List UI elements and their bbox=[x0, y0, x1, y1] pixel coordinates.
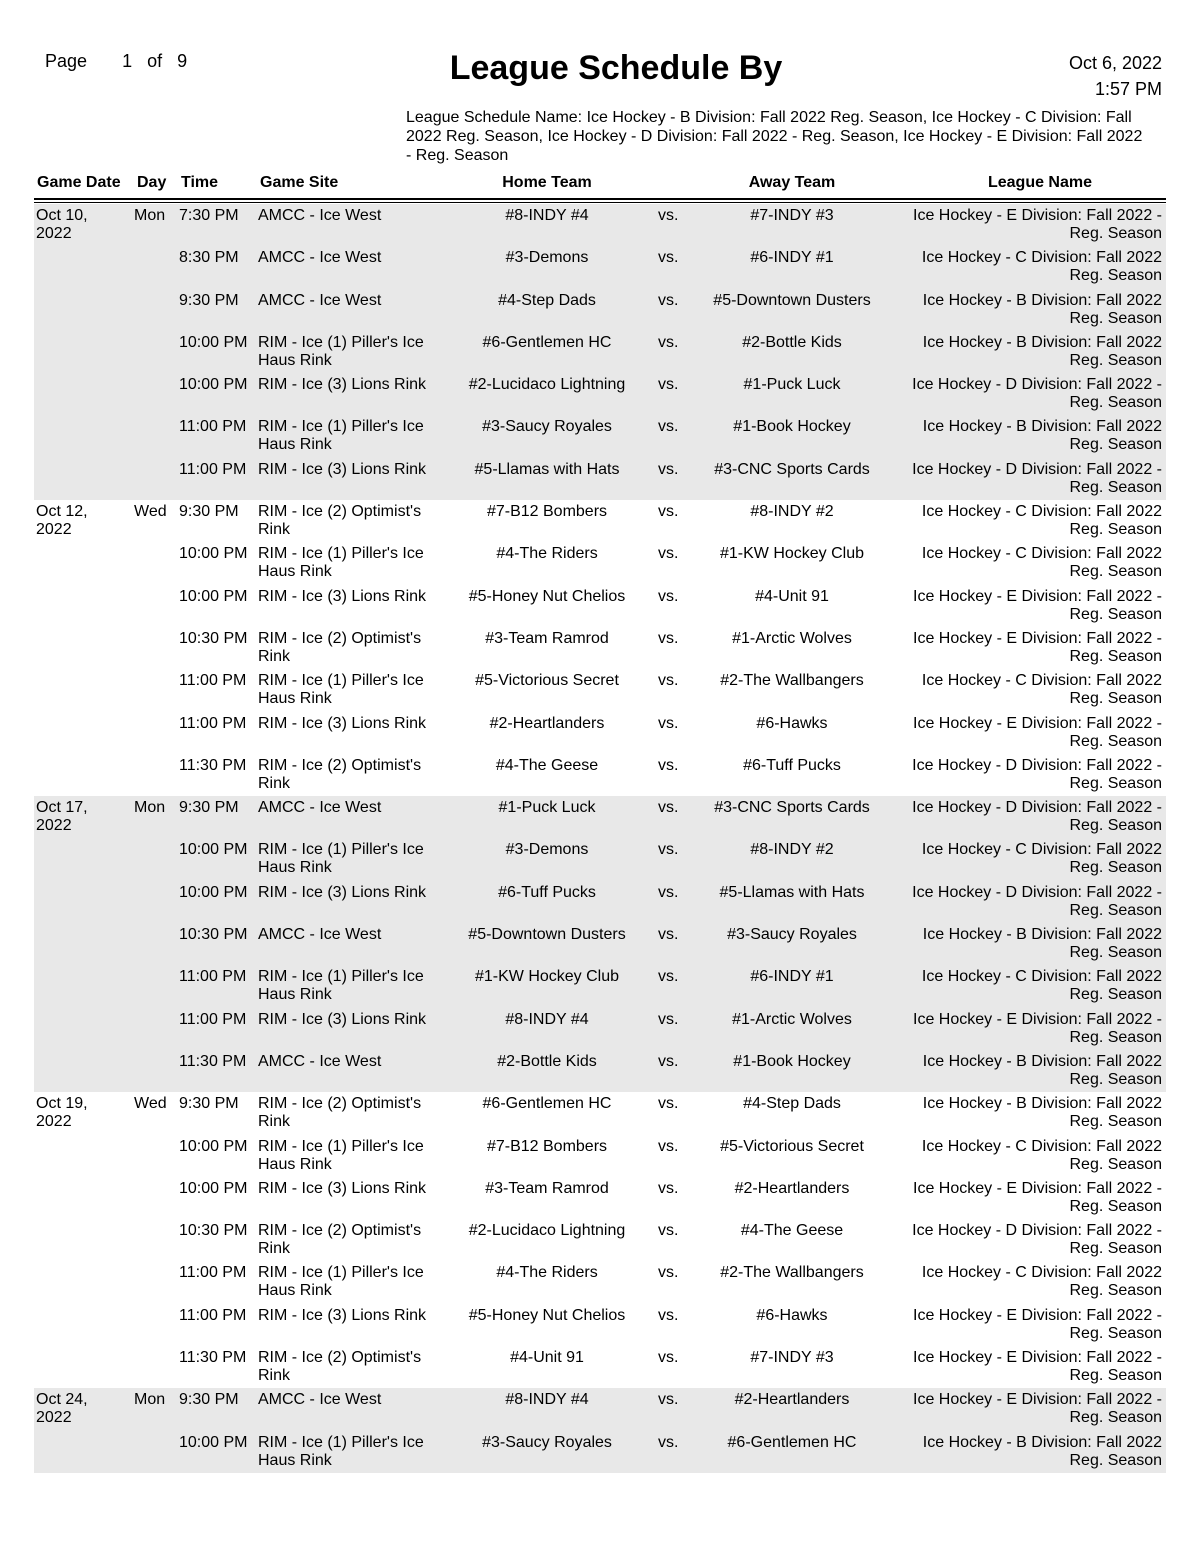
away-team: #6-INDY #1 bbox=[750, 968, 834, 986]
col-away-team: Away Team bbox=[748, 174, 836, 191]
away-team: #4-Step Dads bbox=[743, 1095, 841, 1113]
versus-label: vs. bbox=[658, 1052, 679, 1070]
away-team: #6-Tuff Pucks bbox=[743, 756, 841, 774]
game-site: RIM - Ice (1) Piller's Ice Haus Rink bbox=[258, 841, 424, 877]
table-row bbox=[34, 1388, 1166, 1430]
home-team: #4-The Riders bbox=[496, 1264, 598, 1282]
table-row bbox=[34, 289, 1166, 331]
versus-label: vs. bbox=[658, 545, 679, 563]
home-team: #1-Puck Luck bbox=[498, 799, 596, 817]
home-team: #3-Demons bbox=[505, 249, 589, 267]
game-time: 11:00 PM bbox=[179, 1264, 247, 1282]
game-time: 10:00 PM bbox=[179, 841, 248, 859]
away-team: #1-Arctic Wolves bbox=[732, 629, 852, 647]
game-site: RIM - Ice (1) Piller's Ice Haus Rink bbox=[258, 1433, 424, 1469]
away-team: #8-INDY #2 bbox=[750, 503, 834, 521]
away-team: #4-Unit 91 bbox=[755, 587, 829, 605]
game-site: RIM - Ice (1) Piller's Ice Haus Rink bbox=[258, 1264, 424, 1300]
versus-label: vs. bbox=[658, 672, 679, 690]
table-row bbox=[34, 1135, 1166, 1177]
table-row bbox=[34, 204, 1166, 246]
home-team: #2-Bottle Kids bbox=[497, 1052, 597, 1070]
table-row bbox=[34, 838, 1166, 880]
versus-label: vs. bbox=[658, 756, 679, 774]
game-site: AMCC - Ice West bbox=[258, 291, 382, 309]
table-row bbox=[34, 500, 1166, 542]
home-team: #3-Saucy Royales bbox=[482, 418, 612, 436]
table-row bbox=[34, 542, 1166, 584]
away-team: #1-KW Hockey Club bbox=[719, 545, 865, 563]
game-site: RIM - Ice (1) Piller's Ice Haus Rink bbox=[258, 968, 424, 1004]
away-team: #1-Book Hockey bbox=[733, 1052, 851, 1070]
game-time: 10:00 PM bbox=[179, 1179, 248, 1197]
page-number: 1 bbox=[122, 51, 133, 71]
versus-label: vs. bbox=[658, 207, 679, 224]
game-site: RIM - Ice (3) Lions Rink bbox=[258, 1306, 427, 1324]
page-word: Page bbox=[45, 51, 88, 71]
column-headers bbox=[0, 174, 1200, 196]
home-team: #2-Lucidaco Lightning bbox=[468, 1222, 626, 1240]
league-name: Ice Hockey - E Division: Fall 2022 - Reg. Season bbox=[913, 714, 1162, 750]
league-name: Ice Hockey - C Division: Fall 2022 Reg. Season bbox=[921, 672, 1162, 708]
game-site: RIM - Ice (1) Piller's Ice Haus Rink bbox=[258, 333, 424, 369]
versus-label: vs. bbox=[658, 1306, 679, 1324]
league-name: Ice Hockey - B Division: Fall 2022 Reg. Season bbox=[922, 333, 1162, 369]
league-name: Ice Hockey - E Division: Fall 2022 - Reg. Season bbox=[913, 1391, 1162, 1427]
game-site: AMCC - Ice West bbox=[258, 1052, 382, 1070]
table-row bbox=[34, 754, 1166, 796]
home-team: #7-B12 Bombers bbox=[486, 503, 608, 521]
league-name: Ice Hockey - C Division: Fall 2022 Reg. Season bbox=[921, 249, 1162, 285]
game-time: 11:00 PM bbox=[179, 1306, 247, 1324]
header-rule-thick bbox=[34, 198, 1166, 200]
game-time: 10:00 PM bbox=[179, 587, 248, 605]
versus-label: vs. bbox=[658, 1349, 679, 1367]
home-team: #5-Honey Nut Chelios bbox=[468, 587, 626, 605]
table-row bbox=[34, 458, 1166, 500]
home-team: #3-Saucy Royales bbox=[482, 1433, 612, 1451]
game-time: 11:00 PM bbox=[179, 460, 247, 478]
game-date: Oct 10, 2022 bbox=[36, 207, 88, 242]
game-site: RIM - Ice (1) Piller's Ice Haus Rink bbox=[258, 418, 424, 454]
game-day: Wed bbox=[134, 503, 167, 521]
versus-label: vs. bbox=[658, 799, 679, 817]
versus-label: vs. bbox=[658, 1179, 679, 1197]
home-team: #5-Llamas with Hats bbox=[474, 460, 620, 478]
date-group bbox=[34, 796, 1166, 1092]
home-team: #7-B12 Bombers bbox=[486, 1137, 608, 1155]
col-time: Time bbox=[181, 174, 219, 191]
away-team: #1-Book Hockey bbox=[733, 418, 851, 436]
league-name: Ice Hockey - E Division: Fall 2022 - Reg. Season bbox=[913, 587, 1162, 623]
league-name: Ice Hockey - B Division: Fall 2022 Reg. Season bbox=[922, 1433, 1162, 1469]
league-name: Ice Hockey - B Division: Fall 2022 Reg. Season bbox=[922, 926, 1162, 962]
versus-label: vs. bbox=[658, 333, 679, 351]
league-name: Ice Hockey - C Division: Fall 2022 Reg. Season bbox=[921, 1137, 1162, 1173]
away-team: #3-CNC Sports Cards bbox=[714, 460, 870, 478]
away-team: #6-Hawks bbox=[756, 1306, 828, 1324]
versus-label: vs. bbox=[658, 460, 679, 478]
game-site: RIM - Ice (2) Optimist's Rink bbox=[258, 1095, 422, 1131]
table-row bbox=[34, 373, 1166, 415]
game-site: RIM - Ice (3) Lions Rink bbox=[258, 1179, 427, 1197]
game-site: RIM - Ice (2) Optimist's Rink bbox=[258, 756, 422, 792]
away-team: #7-INDY #3 bbox=[750, 207, 834, 224]
away-team: #1-Puck Luck bbox=[743, 376, 841, 394]
home-team: #2-Lucidaco Lightning bbox=[468, 376, 626, 394]
col-home-team: Home Team bbox=[502, 174, 592, 191]
league-name: Ice Hockey - D Division: Fall 2022 - Reg. Season bbox=[912, 883, 1162, 919]
league-name: Ice Hockey - C Division: Fall 2022 Reg. Season bbox=[921, 545, 1162, 581]
game-time: 11:00 PM bbox=[179, 672, 247, 690]
game-site: RIM - Ice (2) Optimist's Rink bbox=[258, 629, 422, 665]
league-name: Ice Hockey - B Division: Fall 2022 Reg. Season bbox=[922, 418, 1162, 454]
game-time: 10:30 PM bbox=[179, 926, 248, 944]
home-team: #4-Unit 91 bbox=[510, 1349, 584, 1367]
col-day: Day bbox=[137, 174, 167, 191]
table-row bbox=[34, 1219, 1166, 1261]
game-site: RIM - Ice (3) Lions Rink bbox=[258, 714, 427, 732]
league-name: Ice Hockey - D Division: Fall 2022 - Reg. Season bbox=[912, 756, 1162, 792]
away-team: #6-Gentlemen HC bbox=[727, 1433, 857, 1451]
game-time: 9:30 PM bbox=[179, 503, 239, 521]
league-name: Ice Hockey - D Division: Fall 2022 - Reg. Season bbox=[912, 376, 1162, 412]
game-time: 10:30 PM bbox=[179, 629, 248, 647]
league-name: Ice Hockey - B Division: Fall 2022 Reg. Season bbox=[922, 1052, 1162, 1088]
home-team: #5-Honey Nut Chelios bbox=[468, 1306, 626, 1324]
schedule-name: League Schedule Name: Ice Hockey - B Division: Fall 2022 Reg. Season, Ice Hockey - C Division: Fall 2022 Reg. Season, Ice Hockey - D Division: Fall 2022 - Reg. Season, Ice Hockey - E Division: Fall 2022 - Reg. Season bbox=[406, 109, 1143, 164]
game-site: RIM - Ice (3) Lions Rink bbox=[258, 376, 427, 394]
table-row bbox=[34, 1304, 1166, 1346]
away-team: #5-Victorious Secret bbox=[720, 1137, 864, 1155]
league-name: Ice Hockey - B Division: Fall 2022 Reg. Season bbox=[922, 1095, 1162, 1131]
home-team: #2-Heartlanders bbox=[489, 714, 605, 732]
home-team: #3-Team Ramrod bbox=[485, 629, 609, 647]
game-site: RIM - Ice (2) Optimist's Rink bbox=[258, 1349, 422, 1385]
away-team: #8-INDY #2 bbox=[750, 841, 834, 859]
report-time: 1:57 PM bbox=[1094, 79, 1162, 99]
versus-label: vs. bbox=[658, 926, 679, 944]
away-team: #3-Saucy Royales bbox=[727, 926, 857, 944]
game-site: AMCC - Ice West bbox=[258, 1391, 382, 1409]
game-time: 11:30 PM bbox=[179, 1349, 247, 1367]
game-site: AMCC - Ice West bbox=[258, 799, 382, 817]
home-team: #4-The Geese bbox=[495, 756, 599, 774]
home-team: #3-Demons bbox=[505, 841, 589, 859]
game-site: AMCC - Ice West bbox=[258, 207, 382, 224]
away-team: #5-Downtown Dusters bbox=[713, 291, 871, 309]
versus-label: vs. bbox=[658, 1264, 679, 1282]
game-time: 11:00 PM bbox=[179, 968, 247, 986]
game-time: 8:30 PM bbox=[179, 249, 239, 267]
game-date: Oct 24, 2022 bbox=[36, 1391, 88, 1427]
table-row bbox=[34, 923, 1166, 965]
game-time: 11:00 PM bbox=[179, 418, 247, 436]
table-row bbox=[34, 415, 1166, 457]
league-name: Ice Hockey - E Division: Fall 2022 - Reg. Season bbox=[913, 1010, 1162, 1046]
home-team: #6-Gentlemen HC bbox=[482, 333, 612, 351]
game-time: 11:00 PM bbox=[179, 1010, 247, 1028]
schedule-table bbox=[34, 204, 1166, 1473]
league-name: Ice Hockey - D Division: Fall 2022 - Reg. Season bbox=[912, 1222, 1162, 1258]
versus-label: vs. bbox=[658, 503, 679, 521]
page-total: 9 bbox=[177, 51, 188, 71]
versus-label: vs. bbox=[658, 418, 679, 436]
away-team: #4-The Geese bbox=[740, 1222, 844, 1240]
game-time: 7:30 PM bbox=[179, 207, 239, 224]
versus-label: vs. bbox=[658, 1095, 679, 1113]
league-name: Ice Hockey - E Division: Fall 2022 - Reg. Season bbox=[913, 1349, 1162, 1385]
home-team: #4-Step Dads bbox=[498, 291, 596, 309]
game-day: Mon bbox=[134, 1391, 166, 1409]
home-team: #8-INDY #4 bbox=[505, 1391, 589, 1409]
home-team: #6-Tuff Pucks bbox=[498, 883, 596, 901]
game-date: Oct 12, 2022 bbox=[36, 503, 88, 539]
away-team: #2-The Wallbangers bbox=[720, 1264, 864, 1282]
versus-label: vs. bbox=[658, 1222, 679, 1240]
table-row bbox=[34, 1261, 1166, 1303]
col-game-date: Game Date bbox=[37, 174, 121, 191]
table-row bbox=[34, 1346, 1166, 1388]
game-time: 9:30 PM bbox=[179, 291, 239, 309]
league-name: Ice Hockey - E Division: Fall 2022 - Reg. Season bbox=[913, 1306, 1162, 1342]
away-team: #6-Hawks bbox=[756, 714, 828, 732]
game-site: RIM - Ice (3) Lions Rink bbox=[258, 587, 427, 605]
table-row bbox=[34, 1008, 1166, 1050]
game-site: RIM - Ice (3) Lions Rink bbox=[258, 883, 427, 901]
home-team: #1-KW Hockey Club bbox=[474, 968, 620, 986]
date-group bbox=[34, 204, 1166, 500]
home-team: #8-INDY #4 bbox=[505, 207, 589, 224]
game-site: RIM - Ice (1) Piller's Ice Haus Rink bbox=[258, 545, 424, 581]
home-team: #6-Gentlemen HC bbox=[482, 1095, 612, 1113]
versus-label: vs. bbox=[658, 968, 679, 986]
game-day: Mon bbox=[134, 799, 166, 817]
date-group bbox=[34, 1388, 1166, 1473]
col-game-site: Game Site bbox=[260, 174, 339, 191]
game-site: RIM - Ice (2) Optimist's Rink bbox=[258, 503, 422, 539]
game-time: 11:30 PM bbox=[179, 756, 247, 774]
away-team: #2-The Wallbangers bbox=[720, 672, 864, 690]
game-day: Wed bbox=[134, 1095, 167, 1113]
date-group bbox=[34, 1092, 1166, 1388]
versus-label: vs. bbox=[658, 587, 679, 605]
league-name: Ice Hockey - C Division: Fall 2022 Reg. Season bbox=[921, 1264, 1162, 1300]
game-site: RIM - Ice (2) Optimist's Rink bbox=[258, 1222, 422, 1258]
away-team: #1-Arctic Wolves bbox=[732, 1010, 852, 1028]
table-row bbox=[34, 669, 1166, 711]
league-name: Ice Hockey - E Division: Fall 2022 - Reg. Season bbox=[913, 1179, 1162, 1215]
game-date: Oct 17, 2022 bbox=[36, 799, 88, 835]
game-time: 10:00 PM bbox=[179, 545, 248, 563]
versus-label: vs. bbox=[658, 841, 679, 859]
game-time: 10:00 PM bbox=[179, 1137, 248, 1155]
table-row bbox=[34, 712, 1166, 754]
away-team: #2-Heartlanders bbox=[734, 1391, 850, 1409]
home-team: #5-Victorious Secret bbox=[475, 672, 619, 690]
home-team: #3-Team Ramrod bbox=[485, 1179, 609, 1197]
report-title-text: League Schedule By bbox=[449, 49, 783, 87]
home-team: #8-INDY #4 bbox=[505, 1010, 589, 1028]
game-time: 9:30 PM bbox=[179, 1391, 239, 1409]
report-title bbox=[0, 49, 1200, 88]
versus-label: vs. bbox=[658, 1137, 679, 1155]
league-name: Ice Hockey - E Division: Fall 2022 - Reg. Season bbox=[913, 629, 1162, 665]
home-team: #4-The Riders bbox=[496, 545, 598, 563]
home-team: #5-Downtown Dusters bbox=[468, 926, 626, 944]
versus-label: vs. bbox=[658, 629, 679, 647]
table-row bbox=[34, 1050, 1166, 1092]
game-time: 9:30 PM bbox=[179, 1095, 239, 1113]
league-name: Ice Hockey - B Division: Fall 2022 Reg. Season bbox=[922, 291, 1162, 327]
table-row bbox=[34, 246, 1166, 288]
game-site: RIM - Ice (1) Piller's Ice Haus Rink bbox=[258, 672, 424, 708]
versus-label: vs. bbox=[658, 376, 679, 394]
league-name: Ice Hockey - C Division: Fall 2022 Reg. Season bbox=[921, 503, 1162, 539]
table-row bbox=[34, 1431, 1166, 1473]
header-rule-thin bbox=[34, 202, 1166, 203]
game-site: AMCC - Ice West bbox=[258, 926, 382, 944]
game-site: RIM - Ice (1) Piller's Ice Haus Rink bbox=[258, 1137, 424, 1173]
game-time: 10:00 PM bbox=[179, 1433, 248, 1451]
versus-label: vs. bbox=[658, 1010, 679, 1028]
report-date: Oct 6, 2022 bbox=[1068, 53, 1162, 73]
away-team: #2-Heartlanders bbox=[734, 1179, 850, 1197]
table-row bbox=[34, 585, 1166, 627]
away-team: #5-Llamas with Hats bbox=[719, 883, 865, 901]
game-site: RIM - Ice (3) Lions Rink bbox=[258, 460, 427, 478]
away-team: #3-CNC Sports Cards bbox=[714, 799, 870, 817]
league-name: Ice Hockey - D Division: Fall 2022 - Reg. Season bbox=[912, 460, 1162, 496]
game-time: 10:00 PM bbox=[179, 376, 248, 394]
table-row bbox=[34, 881, 1166, 923]
league-name: Ice Hockey - C Division: Fall 2022 Reg. Season bbox=[921, 841, 1162, 877]
game-time: 9:30 PM bbox=[179, 799, 239, 817]
table-row bbox=[34, 965, 1166, 1007]
game-time: 11:00 PM bbox=[179, 714, 247, 732]
versus-label: vs. bbox=[658, 249, 679, 267]
table-row bbox=[34, 1177, 1166, 1219]
game-time: 10:00 PM bbox=[179, 333, 248, 351]
versus-label: vs. bbox=[658, 1391, 679, 1409]
league-name: Ice Hockey - C Division: Fall 2022 Reg. Season bbox=[921, 968, 1162, 1004]
game-day: Mon bbox=[134, 207, 166, 224]
league-name: Ice Hockey - E Division: Fall 2022 - Reg. Season bbox=[913, 207, 1162, 242]
game-time: 11:30 PM bbox=[179, 1052, 247, 1070]
report-timestamp bbox=[1069, 50, 1162, 102]
league-name: Ice Hockey - D Division: Fall 2022 - Reg. Season bbox=[912, 799, 1162, 835]
versus-label: vs. bbox=[658, 291, 679, 309]
away-team: #6-INDY #1 bbox=[750, 249, 834, 267]
page-of: of bbox=[147, 51, 163, 71]
table-row bbox=[34, 331, 1166, 373]
game-time: 10:00 PM bbox=[179, 883, 248, 901]
versus-label: vs. bbox=[658, 883, 679, 901]
game-date: Oct 19, 2022 bbox=[36, 1095, 88, 1131]
game-site: AMCC - Ice West bbox=[258, 249, 382, 267]
game-site: RIM - Ice (3) Lions Rink bbox=[258, 1010, 427, 1028]
game-time: 10:30 PM bbox=[179, 1222, 248, 1240]
away-team: #2-Bottle Kids bbox=[742, 333, 842, 351]
table-row bbox=[34, 796, 1166, 838]
away-team: #7-INDY #3 bbox=[750, 1349, 834, 1367]
table-row bbox=[34, 627, 1166, 669]
date-group bbox=[34, 500, 1166, 796]
versus-label: vs. bbox=[658, 714, 679, 732]
versus-label: vs. bbox=[658, 1433, 679, 1451]
col-league-name: League Name bbox=[987, 174, 1093, 191]
table-row bbox=[34, 1092, 1166, 1134]
